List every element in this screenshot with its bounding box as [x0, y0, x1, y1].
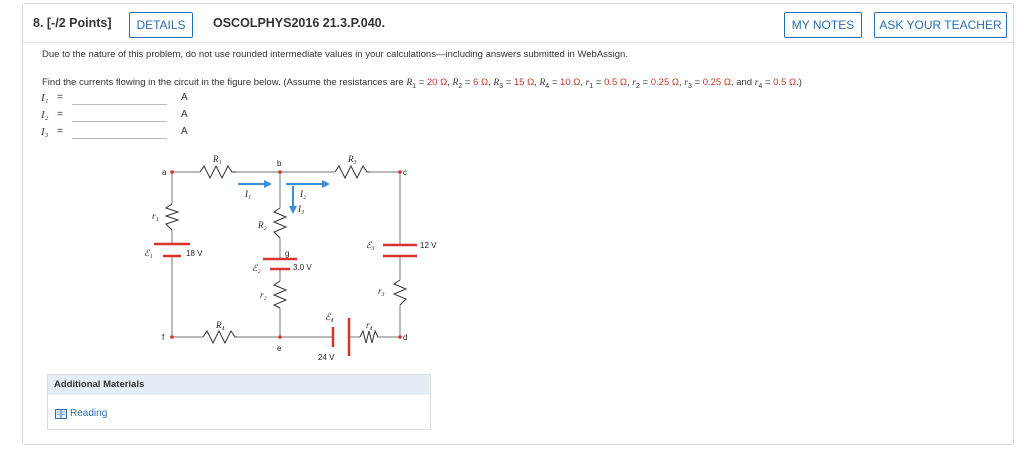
label-e3: ℰ₃	[366, 240, 375, 250]
label-e2: ℰ₂	[252, 263, 261, 273]
label-i3: I₃	[298, 204, 305, 214]
question-number: 8. [-/2 Points]	[33, 16, 112, 30]
answer-unit-i3: A	[181, 126, 188, 137]
resistor-r2-big	[274, 208, 286, 238]
voltage-e4: 24 V	[318, 353, 335, 362]
voltage-e3: 12 V	[420, 241, 437, 250]
circuit-diagram	[120, 150, 440, 368]
book-icon	[55, 409, 67, 419]
label-r1: R₁	[213, 154, 222, 164]
label-r2-internal: r₂	[260, 290, 267, 300]
node-e: e	[277, 344, 282, 353]
label-r4-internal: r₄	[366, 320, 373, 330]
node-b: b	[277, 159, 282, 168]
voltage-e1: 18 V	[186, 249, 203, 258]
current-arrows	[238, 180, 330, 214]
resistance-value: $R_4 = 10$ Ω	[539, 77, 581, 90]
resistance-values: $R_1 = 20$ Ω, $R_2 = 6$ Ω, $R_3 = 15$ Ω, $R_4 = 10$ Ω, $r_1 = 0.5$ Ω, $r_2 = 0.25$ Ω, $r_3 = 0.25$ Ω, and $r_4 = 0.5$ Ω	[406, 77, 797, 90]
answer-equals: =	[57, 92, 63, 103]
reading-label: Reading	[70, 408, 108, 419]
answer-label-i1: I₁	[41, 92, 49, 104]
node-g: g	[285, 249, 290, 258]
details-button[interactable]: DETAILS	[129, 12, 193, 38]
additional-materials-title: Additional Materials	[48, 375, 430, 395]
answer-equals: =	[57, 109, 63, 120]
voltage-e2: 3.0 V	[293, 263, 312, 272]
resistor-r1-big	[200, 166, 236, 178]
label-r2: R₂	[258, 220, 267, 230]
resistance-value: $R_2 = 6$ Ω	[452, 77, 489, 90]
answer-input-i3[interactable]	[72, 124, 167, 139]
resistance-value: $r_2 = 0.25$ Ω	[632, 77, 679, 90]
problem-prompt	[42, 77, 802, 90]
resistor-r3-big	[335, 166, 370, 178]
label-i1: I₁	[245, 189, 252, 199]
answer-label-i3: I₃	[41, 126, 49, 138]
label-r4: R₄	[216, 320, 225, 330]
answer-equals: =	[57, 126, 63, 137]
resistor-r1-internal	[166, 204, 178, 230]
resistor-r2-internal	[274, 281, 286, 308]
node-c: c	[403, 168, 407, 177]
header-divider	[23, 42, 1013, 43]
label-e1: ℰ₁	[144, 248, 153, 258]
answer-unit-i1: A	[181, 92, 188, 103]
resistance-value: $r_4 = 0.5$ Ω	[754, 77, 797, 90]
node-a: a	[162, 168, 167, 177]
question-code: OSCOLPHYS2016 21.3.P.040.	[213, 16, 386, 30]
resistor-r3-internal	[394, 280, 406, 305]
prompt-text: Find the currents flowing in the circuit in the figure below. (Assume the resistances are	[42, 77, 407, 88]
node-f: f	[162, 333, 165, 342]
question-header	[23, 4, 1013, 42]
resistor-r4-internal	[360, 331, 378, 343]
resistance-value: $r_1 = 0.5$ Ω	[585, 77, 628, 90]
ask-teacher-button[interactable]: ASK YOUR TEACHER	[874, 12, 1007, 38]
additional-materials-panel	[47, 374, 431, 430]
answer-label-i2: I₂	[41, 109, 49, 121]
label-e4: ℰ₄	[325, 312, 334, 322]
node-d: d	[403, 333, 408, 342]
answer-input-i1[interactable]	[72, 90, 167, 105]
label-i2: I₂	[300, 189, 307, 199]
label-r3-internal: r₃	[378, 286, 385, 296]
resistor-r4-big	[203, 331, 237, 343]
resistance-value: $r_3 = 0.25$ Ω	[684, 77, 731, 90]
prompt-closing: .)	[796, 77, 802, 88]
label-r3: R₃	[348, 154, 357, 164]
label-r1-internal: r₁	[152, 211, 159, 221]
my-notes-button[interactable]: MY NOTES	[784, 12, 862, 38]
reading-link[interactable]	[55, 408, 107, 419]
instructions-text: Due to the nature of this problem, do not use rounded intermediate values in your calculations—including answers submitted in WebAssign.	[42, 49, 628, 60]
answer-unit-i2: A	[181, 109, 188, 120]
resistance-value: $R_1 = 20$ Ω	[406, 77, 448, 90]
answer-input-i2[interactable]	[72, 107, 167, 122]
resistance-value: $R_3 = 15$ Ω	[493, 77, 535, 90]
